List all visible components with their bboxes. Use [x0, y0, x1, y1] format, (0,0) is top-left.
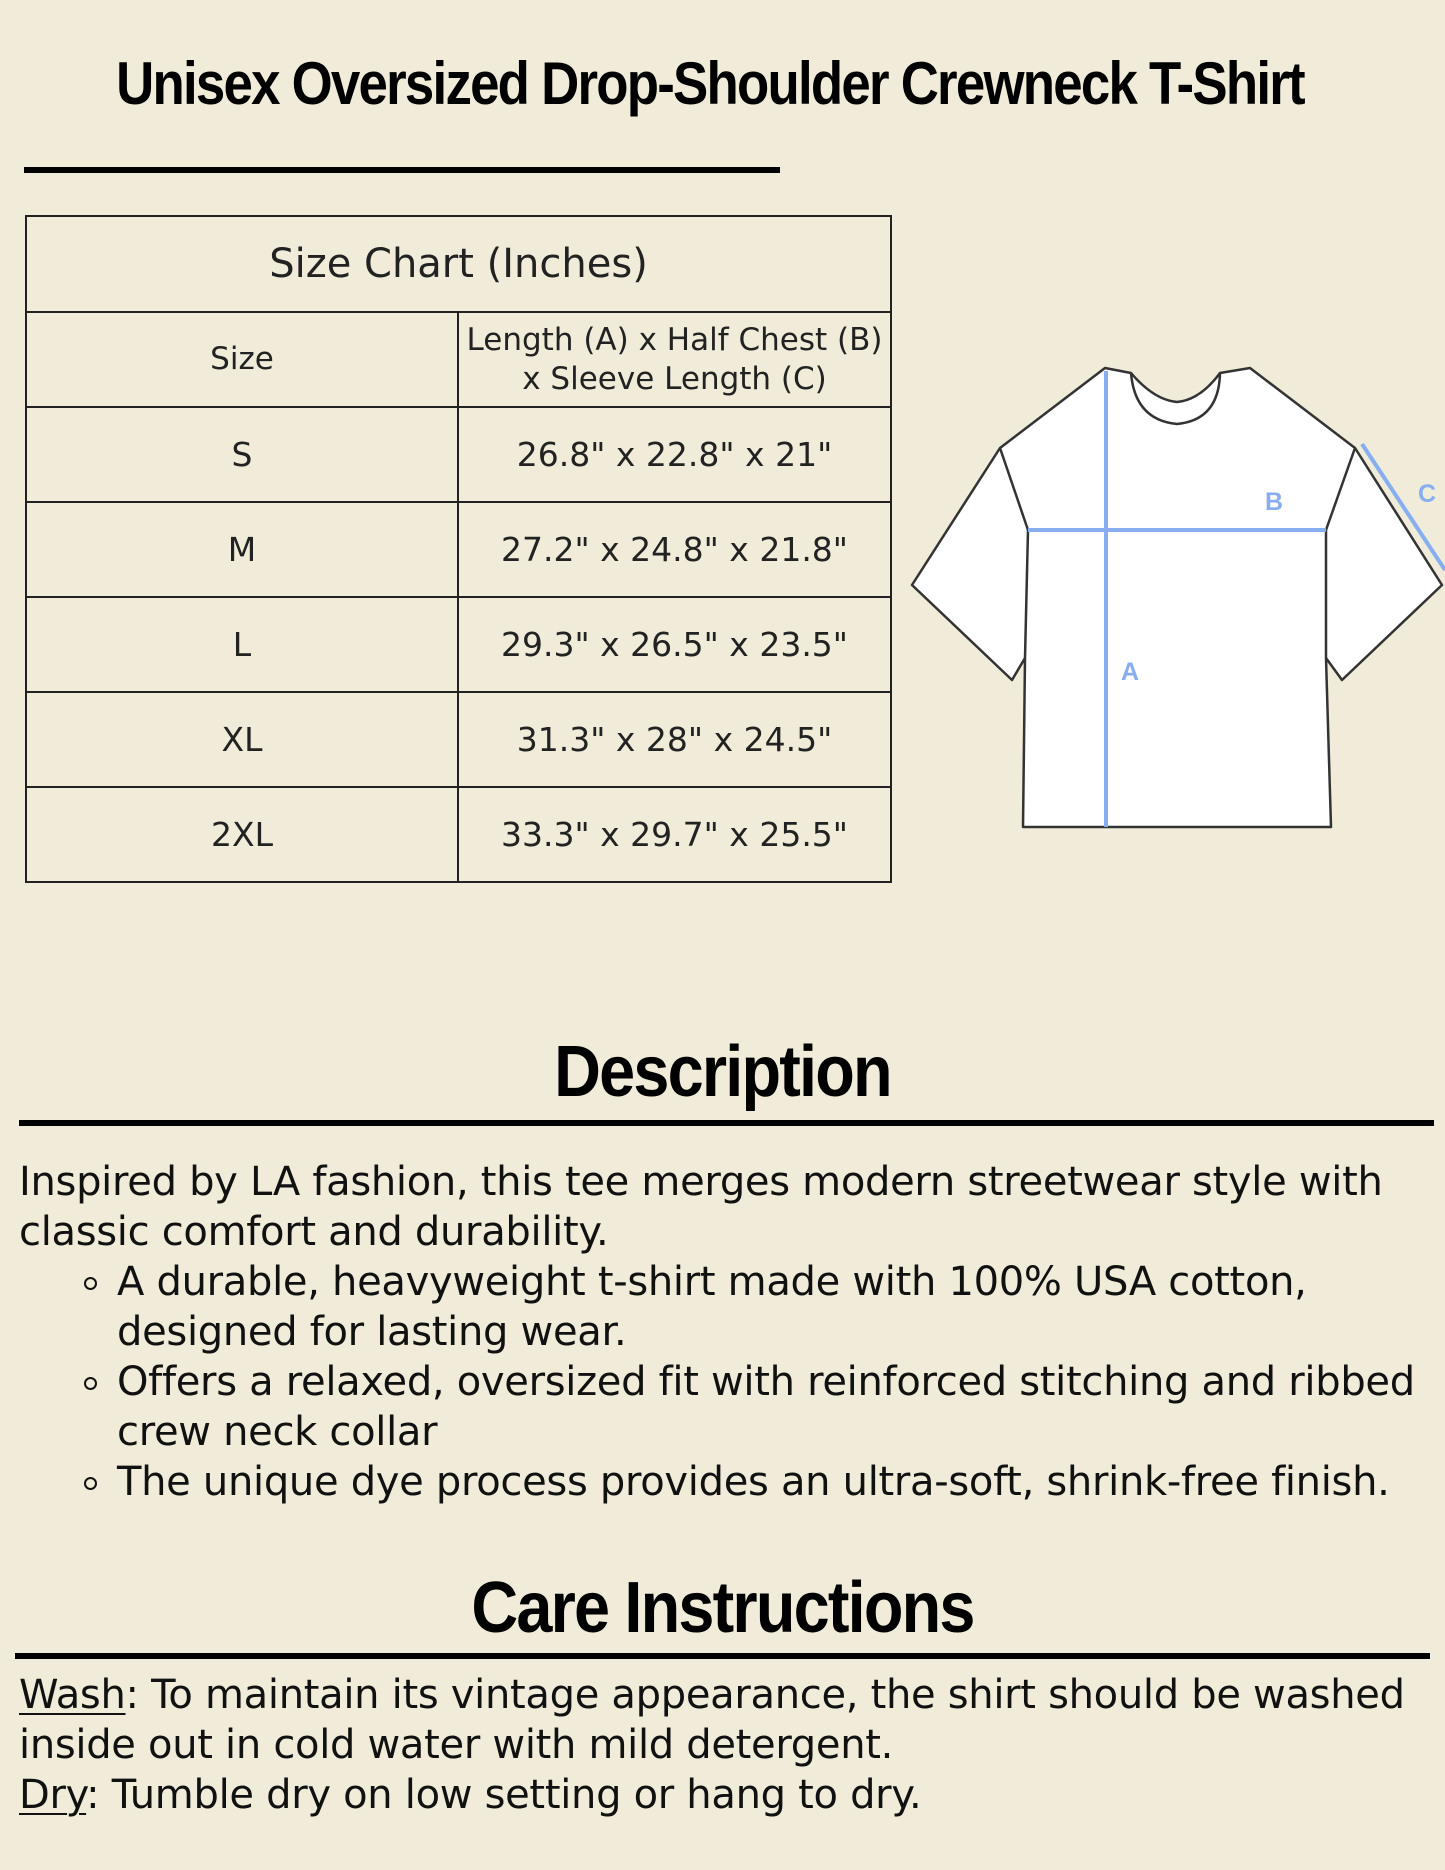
size-cell: XL	[26, 692, 458, 787]
table-row	[26, 597, 891, 692]
page-title: Unisex Oversized Drop-Shoulder Crewneck T-Shirt	[116, 50, 1304, 117]
list-item: A durable, heavyweight t-shirt made with 100% USA cotton, designed for lasting wear.	[19, 1257, 1439, 1357]
description-heading: Description	[554, 1032, 891, 1112]
size-chart-table	[25, 215, 892, 883]
table-row	[26, 502, 891, 597]
size-chart-caption: Size Chart (Inches)	[26, 216, 891, 312]
table-row	[26, 407, 891, 502]
size-cell: S	[26, 407, 458, 502]
label-b: B	[1265, 488, 1284, 516]
tshirt-outline	[912, 368, 1442, 827]
header-dimensions	[458, 312, 891, 407]
header-dimensions-line2: x Sleeve Length (C)	[522, 360, 827, 397]
care-divider	[15, 1653, 1430, 1659]
size-cell: L	[26, 597, 458, 692]
wash-instruction	[19, 1670, 1439, 1770]
label-c: C	[1418, 480, 1437, 508]
dry-instruction	[19, 1770, 1439, 1820]
dimensions-cell: 26.8" x 22.8" x 21"	[458, 407, 891, 502]
description-bullet-list	[19, 1257, 1439, 1507]
title-divider	[24, 167, 780, 173]
dimensions-cell: 33.3" x 29.7" x 25.5"	[458, 787, 891, 882]
dimensions-cell: 29.3" x 26.5" x 23.5"	[458, 597, 891, 692]
dry-text: : Tumble dry on low setting or hang to dry.	[86, 1772, 922, 1818]
wash-text: : To maintain its vintage appearance, the shirt should be washed inside out in cold water with mild detergent.	[19, 1672, 1405, 1768]
dimensions-cell: 27.2" x 24.8" x 21.8"	[458, 502, 891, 597]
care-body	[19, 1670, 1439, 1820]
size-chart-caption-row	[26, 216, 891, 312]
description-divider	[19, 1120, 1434, 1126]
header-dimensions-line1: Length (A) x Half Chest (B)	[466, 321, 883, 358]
header-size: Size	[26, 312, 458, 407]
size-cell: 2XL	[26, 787, 458, 882]
care-heading: Care Instructions	[471, 1568, 974, 1648]
description-intro: Inspired by LA fashion, this tee merges modern streetwear style with classic comfort and durability.	[19, 1159, 1383, 1255]
size-chart-header-row	[26, 312, 891, 407]
dry-label: Dry	[19, 1772, 87, 1818]
description-body	[19, 1157, 1439, 1507]
list-item: The unique dye process provides an ultra-soft, shrink-free finish.	[19, 1457, 1439, 1507]
table-row	[26, 787, 891, 882]
list-item: Offers a relaxed, oversized fit with reinforced stitching and ribbed crew neck collar	[19, 1357, 1439, 1457]
dimensions-cell: 31.3" x 28" x 24.5"	[458, 692, 891, 787]
wash-label: Wash	[19, 1672, 126, 1718]
size-cell: M	[26, 502, 458, 597]
table-row	[26, 692, 891, 787]
tshirt-measurement-diagram	[905, 360, 1445, 840]
label-a: A	[1121, 658, 1140, 686]
